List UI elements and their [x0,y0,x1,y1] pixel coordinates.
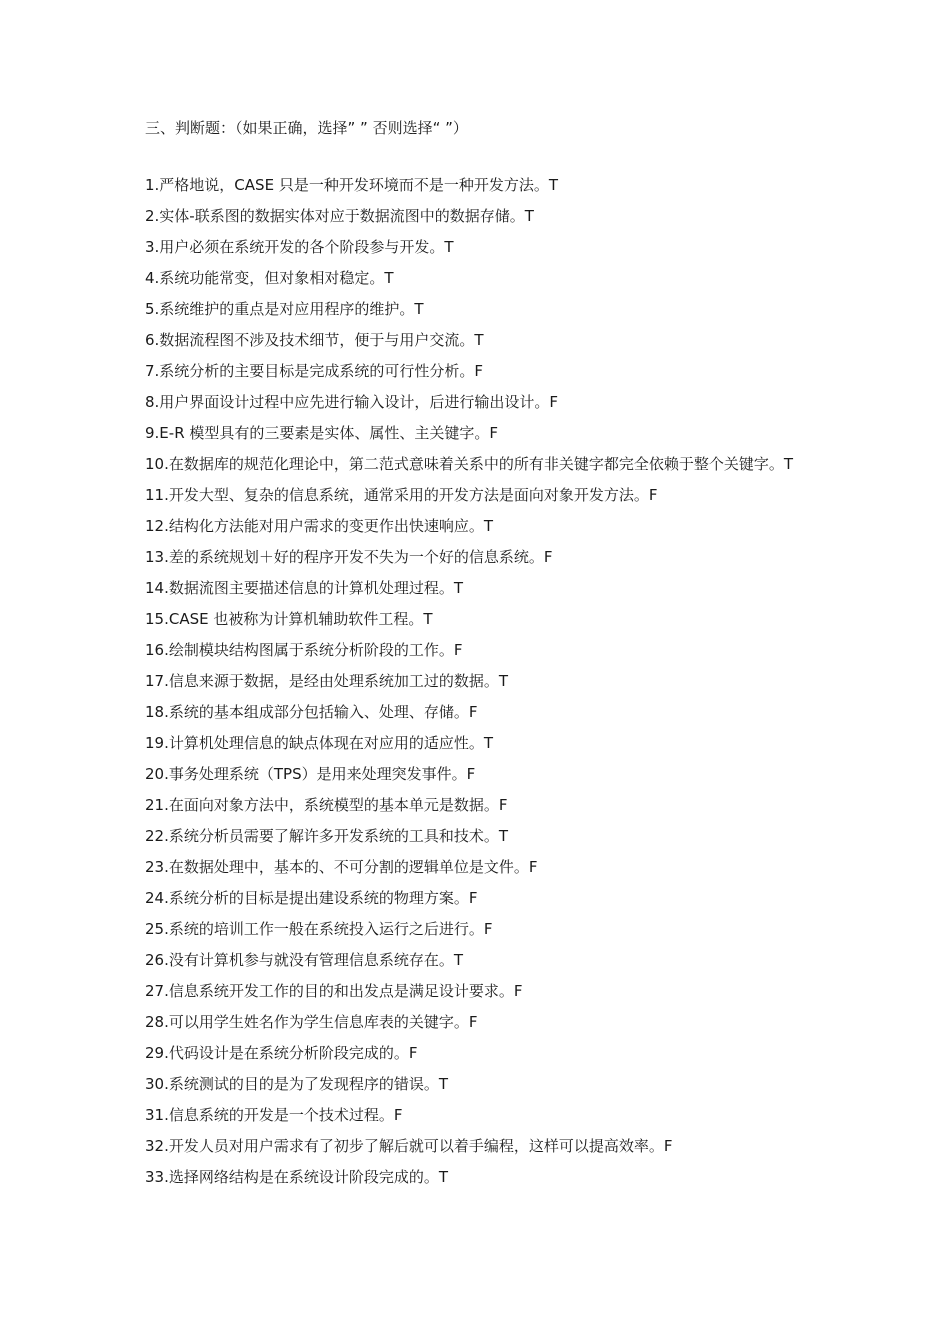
question-list [145,170,815,1193]
question-item: 9.E-R 模型具有的三要素是实体、属性、主关键字。F [145,424,499,442]
question-item: 10.在数据库的规范化理论中，第二范式意味着关系中的所有非关键字都完全依赖于整个关键字。T [145,455,794,473]
question-item: 2.实体-联系图的数据实体对应于数据流图中的数据存储。T [145,207,534,225]
question-item: 1.严格地说，CASE 只是一种开发环境而不是一种开发方法。T [145,176,558,194]
question-item: 5.系统维护的重点是对应用程序的维护。T [145,300,424,318]
question-item: 12.结构化方法能对用户需求的变更作出快速响应。T [145,517,494,535]
question-item: 8.用户界面设计过程中应先进行输入设计，后进行输出设计。F [145,393,558,411]
question-item: 17.信息来源于数据，是经由处理系统加工过的数据。T [145,672,509,690]
section-heading: 三、判断题：（如果正确，选择” ” 否则选择“ ”） [145,119,468,137]
question-item: 31.信息系统的开发是一个技术过程。F [145,1106,403,1124]
question-item: 14.数据流图主要描述信息的计算机处理过程。T [145,579,464,597]
question-item: 24.系统分析的目标是提出建设系统的物理方案。F [145,889,478,907]
question-item: 6.数据流程图不涉及技术细节，便于与用户交流。T [145,331,484,349]
question-item: 19.计算机处理信息的缺点体现在对应用的适应性。T [145,734,494,752]
question-item: 16.绘制模块结构图属于系统分析阶段的工作。F [145,641,463,659]
question-item: 22.系统分析员需要了解许多开发系统的工具和技术。T [145,827,509,845]
question-item: 32.开发人员对用户需求有了初步了解后就可以着手编程，这样可以提高效率。F [145,1137,673,1155]
question-item: 29.代码设计是在系统分析阶段完成的。F [145,1044,418,1062]
question-item: 26.没有计算机参与就没有管理信息系统存在。T [145,951,464,969]
question-item: 30.系统测试的目的是为了发现程序的错误。T [145,1075,449,1093]
question-item: 18.系统的基本组成部分包括输入、处理、存储。F [145,703,478,721]
question-item: 28.可以用学生姓名作为学生信息库表的关键字。F [145,1013,478,1031]
question-item: 13.差的系统规划＋好的程序开发不失为一个好的信息系统。F [145,548,553,566]
question-item: 21.在面向对象方法中，系统模型的基本单元是数据。F [145,796,508,814]
question-item: 7.系统分析的主要目标是完成系统的可行性分析。F [145,362,483,380]
question-item: 4.系统功能常变，但对象相对稳定。T [145,269,394,287]
question-item: 3.用户必须在系统开发的各个阶段参与开发。T [145,238,454,256]
question-item: 27.信息系统开发工作的目的和出发点是满足设计要求。F [145,982,523,1000]
question-item: 23.在数据处理中，基本的、不可分割的逻辑单位是文件。F [145,858,538,876]
question-item: 25.系统的培训工作一般在系统投入运行之后进行。F [145,920,493,938]
question-item: 33.选择网络结构是在系统设计阶段完成的。T [145,1168,449,1186]
question-item: 20.事务处理系统（TPS）是用来处理突发事件。F [145,765,476,783]
question-item: 11.开发大型、复杂的信息系统，通常采用的开发方法是面向对象开发方法。F [145,486,658,504]
question-item: 15.CASE 也被称为计算机辅助软件工程。T [145,610,433,628]
